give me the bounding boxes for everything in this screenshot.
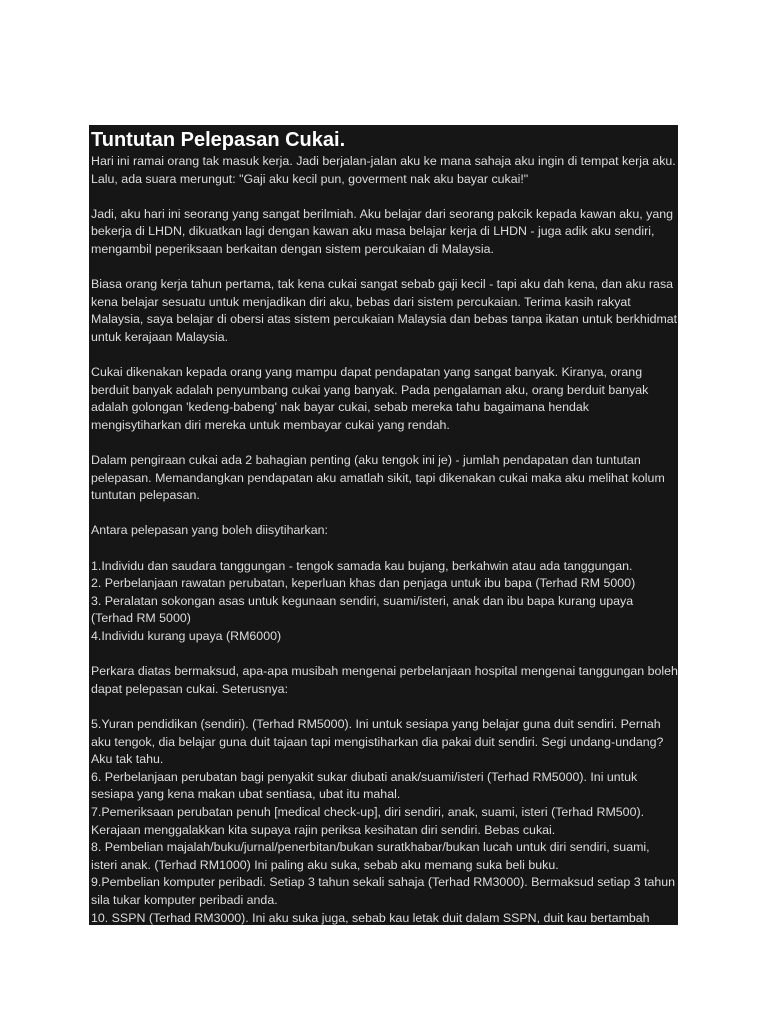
paragraph-gap <box>91 698 678 716</box>
paragraph-lhdn: Jadi, aku hari ini seorang yang sangat berilmiah. Aku belajar dari seorang pakcik kepada kawan aku, yang bekerja di LHDN, dikuatkan lagi dengan kawan aku masa belajar kerja di LHDN - juga adik aku sendiri, mengambil peperiksaan berkaitan dengan sistem percukaian di Malaysia. <box>91 206 674 256</box>
relief-item: 9.Pembelian komputer peribadi. Setiap 3 tahun sekali sahaja (Terhad RM3000). Bermaksud setiap 3 tahun sila tukar komputer peribadi anda. <box>91 875 676 907</box>
relief-item: 5.Yuran pendidikan (sendiri). (Terhad RM5000). Ini untuk sesiapa yang belajar guna duit sendiri. Pernah aku tengok, dia belajar guna duit tajaan tapi mengistiharkan dia pakai duit sendiri. Segi undang-undang? Aku tak tahu. <box>91 717 664 767</box>
paragraph-middle: Perkara diatas bermaksud, apa-apa musibah mengenai perbelanjaan hospital mengenai tanggungan boleh dapat pelepasan cukai. Seterusnya: <box>91 664 678 696</box>
paragraph-first-year: Biasa orang kerja tahun pertama, tak kena cukai sangat sebab gaji kecil - tapi aku dah kena, dan aku rasa kena belajar sesuatu untuk menjadikan diri aku, bebas dari sistem percukaian. Terima kasih rakyat Malaysia, saya belajar di obersi atas sistem percukaian Malaysia dan bebas tanpa ikatan untuk berkhidmat untuk kerajaan Malaysia. <box>91 277 678 344</box>
paragraph-gap <box>91 540 678 558</box>
relief-item: 6. Perbelanjaan perubatan bagi penyakit sukar diubati anak/suami/isteri (Terhad RM5000). Ini untuk sesiapa yang kena makan ubat sentiasa, ubat itu mahal. <box>91 769 638 802</box>
article-box <box>89 125 678 925</box>
relief-item: 8. Pembelian majalah/buku/jurnal/penerbitan/bukan suratkhabar/bukan lucah untuk diri sendiri, suami, isteri anak. (Terhad RM1000) Ini paling aku suka, sebab aku memang suka beli buku. <box>91 840 650 872</box>
paragraph-gap <box>91 646 678 664</box>
relief-item: 7.Pemeriksaan perubatan penuh [medical check-up], diri sendiri, anak, suami, isteri (Terhad RM500). Kerajaan menggalakkan kita supaya rajin periksa kesihatan diri sendiri. Bebas cukai. <box>91 804 645 837</box>
paragraph-intro: Hari ini ramai orang tak masuk kerja. Jadi berjalan-jalan aku ke mana sahaja aku ingin di tempat kerja aku. Lalu, ada suara merungut: "Gaji aku kecil pun, goverment nak aku bayar cukai!" <box>91 154 676 186</box>
relief-item: 4.Individu kurang upaya (RM6000) <box>91 629 282 644</box>
relief-item: 2. Perbelanjaan rawatan perubatan, keperluan khas dan penjaga untuk ibu bapa (Terhad RM 5000) <box>91 576 636 591</box>
paragraph-gap <box>91 259 678 277</box>
paragraph-gap <box>91 505 678 523</box>
relief-item: 3. Peralatan sokongan asas untuk kegunaan sendiri, suami/isteri, anak dan ibu bapa kurang upaya (Terhad RM 5000) <box>91 593 634 626</box>
relief-item: 1.Individu dan saudara tanggungan - tengok samada kau bujang, berkahwin atau ada tanggungan. <box>91 558 633 573</box>
relief-item: 10. SSPN (Terhad RM3000). Ini aku suka juga, sebab kau letak duit dalam SSPN, duit kau bertambah <box>91 910 650 925</box>
paragraph-gap <box>91 347 678 365</box>
article-title: Tuntutan Pelepasan Cukai. <box>91 129 346 151</box>
paragraph-gap <box>91 188 678 206</box>
paragraph-gap <box>91 435 678 453</box>
paragraph-calculation: Dalam pengiraan cukai ada 2 bahagian penting (aku tengok ini je) - jumlah pendapatan dan tuntutan pelepasan. Memandangkan pendapatan aku amatlah sikit, tapi dikenakan cukai maka aku melihat kolum tuntutan pelepasan. <box>91 453 665 503</box>
paragraph-relief-intro: Antara pelepasan yang boleh diisytiharkan: <box>91 523 328 538</box>
paragraph-tax-rich: Cukai dikenakan kepada orang yang mampu dapat pendapatan yang sangat banyak. Kiranya, orang berduit banyak adalah penyumbang cukai yang banyak. Pada pengalaman aku, orang berduit banyak adalah golongan 'kedeng-babeng' nak bayar cukai, sebab mereka tahu bagaimana hendak mengisytiharkan diri mereka untuk membayar cukai yang rendah. <box>91 365 649 432</box>
article-body <box>89 153 678 925</box>
